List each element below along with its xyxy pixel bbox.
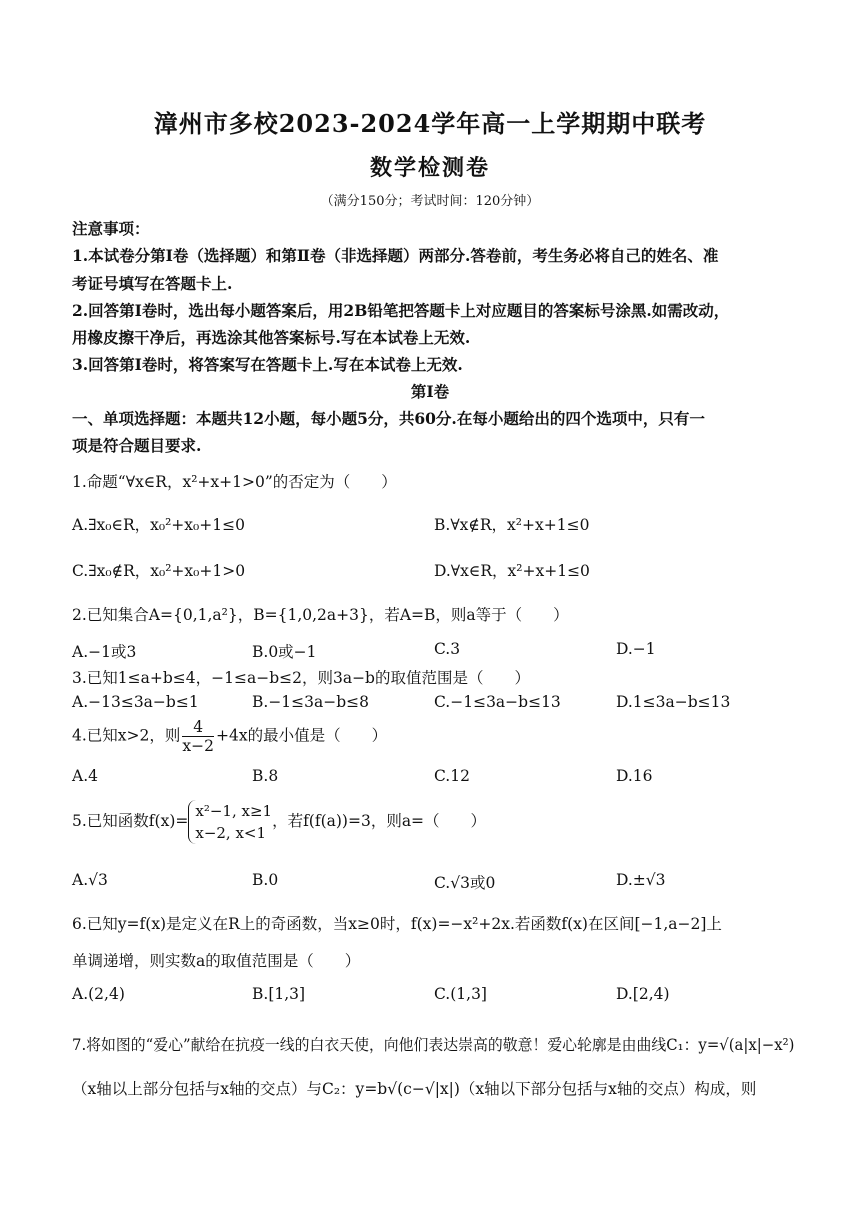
q3-option-b: B.−1≤3a−b≤8 [252,693,370,711]
q3-option-a: A.−13≤3a−b≤1 [72,693,199,711]
note-1a: 1.本试卷分第Ⅰ卷（选择题）和第Ⅱ卷（非选择题）两部分.答卷前，考生务必将自己的姓名、准 [72,246,719,265]
q4-stem-post: +4x的最小值是（ ） [215,726,388,745]
q6-option-b: B.[1,3] [252,985,306,1003]
exam-subtitle: 数学检测卷 [369,155,490,181]
q4-option-a: A.4 [72,767,98,785]
note-2b: 用橡皮擦干净后，再选涂其他答案标号.写在本试卷上无效. [72,328,471,347]
q2-option-c: C.3 [434,640,461,658]
q1-option-c: C.∃x₀∉R，x₀²+x₀+1>0 [72,562,246,580]
q3-option-c: C.−1≤3a−b≤13 [434,693,561,711]
q5-option-d: D.±√3 [616,871,666,889]
q6-option-c: C.(1,3] [434,985,487,1003]
q4-fraction [182,718,214,755]
q4-fraction-numerator: 4 [182,718,214,737]
q1-stem: 1.命题“∀x∈R，x²+x+1>0”的否定为（ ） [72,473,397,491]
q5-stem [72,800,486,844]
q7-stem-a: 7.将如图的“爱心”献给在抗疫一线的白衣天使，向他们表达崇高的敬意！爱心轮廓是由曲线C₁：y=√(a|x|−x²) [72,1036,795,1054]
q6-stem-b: 单调递增，则实数a的取值范围是（ ） [72,952,361,970]
q1-option-b: B.∀x∉R，x²+x+1≤0 [434,516,590,534]
q6-option-d: D.[2,4) [616,985,670,1003]
section-heading-b: 项是符合题目要求. [72,436,202,455]
q2-option-d: D.−1 [616,640,656,658]
q6-option-a: A.(2,4) [72,985,125,1003]
q3-stem: 3.已知1≤a+b≤4，−1≤a−b≤2，则3a−b的取值范围是（ ） [72,669,530,687]
q5-piecewise [188,800,272,844]
q1-option-d: D.∀x∈R，x²+x+1≤0 [434,562,590,580]
notes-heading: 注意事项： [72,219,150,238]
q4-option-c: C.12 [434,767,470,785]
section-heading-a: 一、单项选择题：本题共12小题，每小题5分，共60分.在每小题给出的四个选项中，只有一 [72,409,705,428]
note-1b: 考证号填写在答题卡上. [72,274,233,293]
q2-option-b: B.0或−1 [252,643,317,661]
q4-option-d: D.16 [616,767,653,785]
note-2a: 2.回答第Ⅰ卷时，选出每小题答案后，用2B铅笔把答题卡上对应题目的答案标号涂黑.如需改动， [72,301,730,320]
q4-option-b: B.8 [252,767,279,785]
q4-stem-pre: 4.已知x>2，则 [72,726,181,745]
note-3: 3.回答第Ⅰ卷时，将答案写在答题卡上.写在本试卷上无效. [72,355,463,374]
q5-option-a: A.√3 [72,871,108,889]
q7-stem-b: （x轴以上部分包括与x轴的交点）与C₂：y=b√(c−√|x|)（x轴以下部分包括与x轴的交点）构成，则 [72,1080,757,1098]
q3-option-d: D.1≤3a−b≤13 [616,693,731,711]
q2-stem: 2.已知集合A={0,1,a²}，B={1,0,2a+3}，若A=B，则a等于（ ） [72,606,569,624]
q4-stem [72,718,387,755]
q5-case-2: x−2, x<1 [195,824,267,842]
q6-stem-a: 6.已知y=f(x)是定义在R上的奇函数，当x≥0时，f(x)=−x²+2x.若函数f(x)在区间[−1,a−2]上 [72,915,722,933]
q5-option-b: B.0 [252,871,279,889]
q2-option-a: A.−1或3 [72,643,137,661]
exam-meta: （满分150分；考试时间：120分钟） [320,194,540,209]
q1-option-a: A.∃x₀∈R，x₀²+x₀+1≤0 [72,516,245,534]
q5-option-c: C.√3或0 [434,874,496,892]
q5-case-1: x²−1, x≥1 [195,802,273,820]
q5-stem-post: ，若f(f(a))=3，则a=（ ） [272,812,487,830]
exam-title: 漳州市多校2023-2024学年高一上学期期中联考 [153,109,707,138]
q5-stem-pre: 5.已知函数f(x)= [72,812,189,830]
volume-label: 第Ⅰ卷 [410,382,450,401]
q4-fraction-denominator: x−2 [182,737,214,755]
